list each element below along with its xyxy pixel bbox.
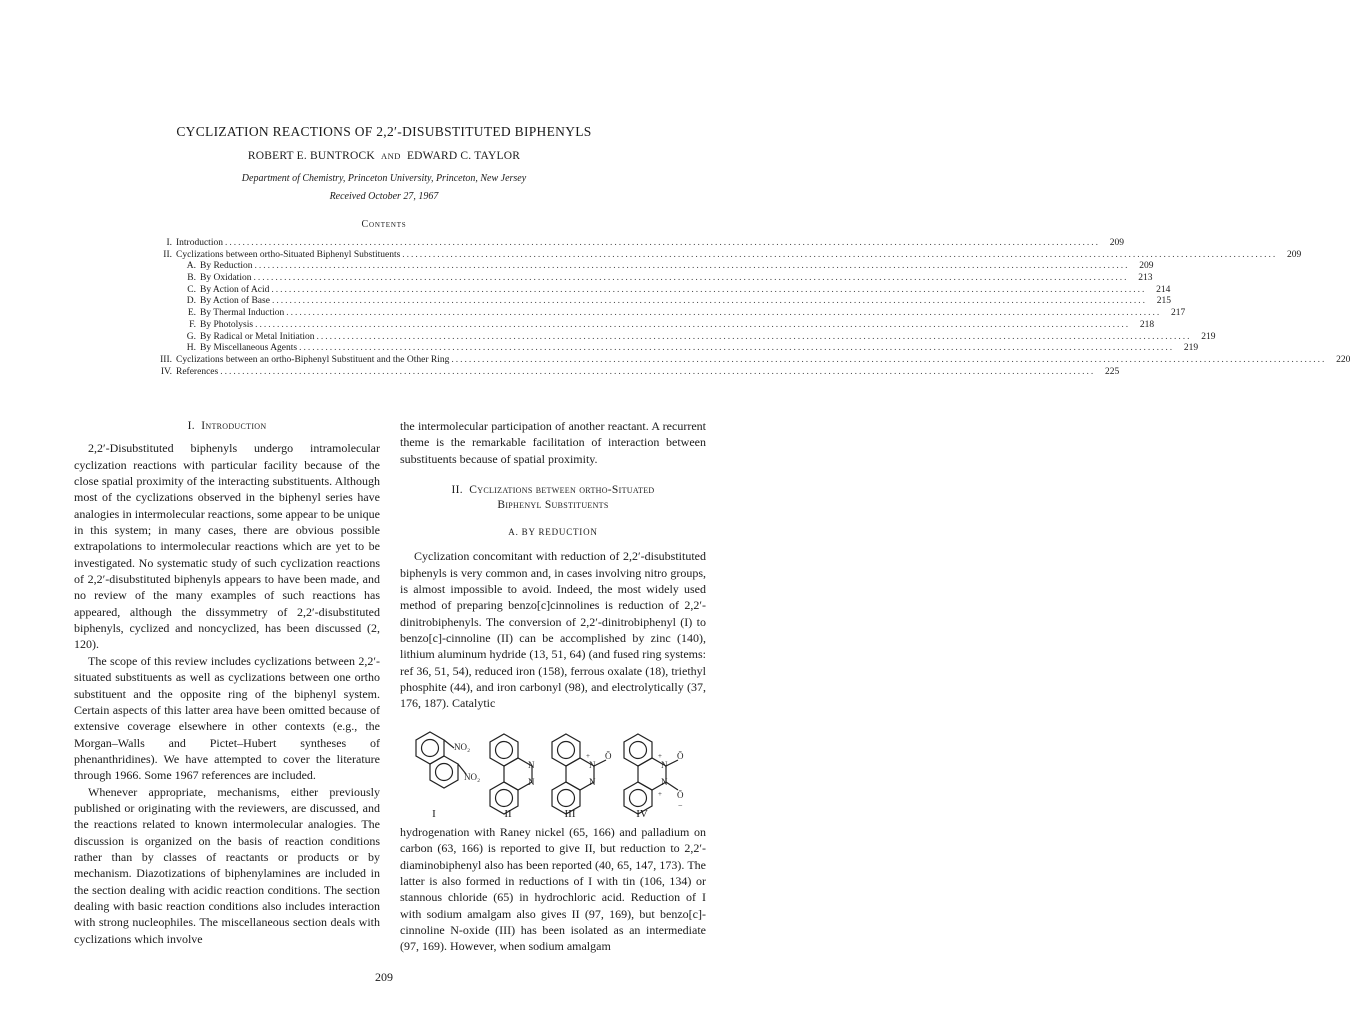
toc-number: H. bbox=[186, 343, 196, 354]
subsection-a-heading: A. BY REDUCTION bbox=[508, 527, 598, 538]
toc-page: 215 bbox=[1156, 296, 1171, 307]
toc-page: 218 bbox=[1139, 319, 1155, 330]
toc-label: By Action of Acid bbox=[200, 284, 270, 295]
toc-page: 213 bbox=[1138, 273, 1153, 284]
toc-leader-dots: ........................................................................................................................................................................................................ bbox=[253, 273, 1129, 284]
toc-label: By Action of Base bbox=[200, 296, 270, 307]
intro-paragraph-3: Whenever appropriate, mechanisms, either previously published or originating with the reviewers, are discussed, and the reactions related to known intermolecular analogies. The discussion is organized on the basis of reaction conditions rather than by classes of reactants or products or by mechanism. Diazotizations of biphenylamines are included in the section dealing with acidic reaction conditions. The section dealing with basic reaction conditions also includes interaction with strong nucleophiles. The miscellaneous section deals with cyclizations which involve bbox=[74, 784, 380, 946]
chemical-structures bbox=[400, 728, 706, 820]
toc-entry bbox=[140, 273, 1153, 285]
section-ii-heading: II. Cyclizations between ortho-Situated Biphenyl Substituents bbox=[451, 484, 655, 512]
structure-label-iv: IV bbox=[636, 808, 648, 820]
toc-leader-dots: ........................................................................................................................................................................................................ bbox=[451, 354, 1327, 365]
toc-entry bbox=[140, 261, 1154, 273]
toc-entry bbox=[140, 249, 1302, 262]
toc-label: By Miscellaneous Agents bbox=[200, 343, 298, 354]
label-minus-iv: − bbox=[678, 801, 683, 810]
toc-page: 225 bbox=[1104, 366, 1120, 377]
toc-label: Cyclizations between ortho-Situated Biphenyl Substituents bbox=[176, 249, 401, 260]
toc-number: F. bbox=[189, 319, 196, 330]
toc-number: E. bbox=[187, 308, 196, 319]
toc-number: III. bbox=[160, 354, 172, 365]
label-n-iv-2: N bbox=[661, 777, 668, 787]
right-column-top bbox=[400, 418, 706, 712]
intro-paragraph-2: The scope of this review includes cyclizations between 2,2′-situated substituents as well as cyclizations between one ortho substituent and the opposite ring of the biphenyl system. Certain aspects of this latter area have been omitted because of extensive coverage elsewhere in other contexts (e.g., the Morgan–Walls and Pictet–Hubert syntheses of phenanthridines). We have attempted to cover the literature through 1966. Some 1967 references are included. bbox=[74, 653, 380, 783]
toc-entry bbox=[140, 284, 1171, 297]
label-n-iv-1: N bbox=[661, 760, 668, 770]
toc-number: II. bbox=[163, 249, 172, 260]
intro-heading: I. Introduction bbox=[187, 420, 267, 432]
toc-page: 219 bbox=[1183, 343, 1199, 354]
right-column-bottom bbox=[400, 824, 706, 955]
label-n-iii-1: N bbox=[589, 760, 596, 770]
toc-label: By Photolysis bbox=[200, 319, 254, 330]
toc-label: By Thermal Induction bbox=[200, 308, 285, 319]
toc-number: B. bbox=[187, 273, 196, 284]
structure-label-i: I bbox=[432, 808, 436, 820]
toc-label: Cyclizations between an ortho-Biphenyl Substituent and the Other Ring bbox=[176, 354, 450, 365]
label-n-ii-1: N bbox=[528, 760, 535, 770]
structure-labels bbox=[400, 808, 706, 822]
label-plus-iv-1: + bbox=[658, 752, 662, 760]
toc-leader-dots: ........................................................................................................................................................................................................ bbox=[316, 331, 1192, 342]
toc-label: By Oxidation bbox=[200, 273, 252, 284]
structure-i-dinitrobiphenyl bbox=[416, 732, 466, 788]
department: Department of Chemistry, Princeton University, Princeton, New Jersey bbox=[241, 173, 527, 184]
toc-number: I. bbox=[166, 238, 172, 248]
label-o-iv-2: Ō bbox=[677, 790, 684, 800]
label-plus-iii: + bbox=[586, 752, 590, 760]
reduction-paragraph-2: hydrogenation with Raney nickel (65, 166) and palladium on carbon (63, 166) is reported to give II, but reduction to 2,2′-diaminobiphenyl also has been reported (40, 65, 147, 173). The latter is also formed in reductions of I with tin (106, 134) or stannous chloride (65) in hydrochloric acid. Reduction of I with sodium amalgam also gives II (97, 169), but benzo[c]-cinnoline N-oxide (III) has been isolated as an intermediate (97, 169). However, when sodium amalgam bbox=[400, 825, 706, 954]
toc-entry bbox=[140, 343, 1199, 355]
structure-label-ii: II bbox=[504, 808, 512, 820]
author-and: AND bbox=[380, 151, 401, 161]
toc-label: References bbox=[176, 366, 219, 377]
toc-label: By Radical or Metal Initiation bbox=[200, 331, 315, 342]
toc-entry bbox=[140, 366, 1120, 379]
toc-entry bbox=[140, 238, 1124, 250]
toc-leader-dots: ........................................................................................................................................................................................................ bbox=[402, 249, 1278, 260]
toc-page: 209 bbox=[1139, 261, 1154, 272]
author-2: EDWARD C. TAYLOR bbox=[406, 150, 521, 162]
contents-heading: Contents bbox=[361, 219, 407, 230]
toc-entry bbox=[140, 354, 1350, 367]
label-n-iii-2: N bbox=[589, 777, 596, 787]
left-column bbox=[74, 418, 380, 947]
toc-label: By Reduction bbox=[200, 261, 253, 272]
toc-page: 209 bbox=[1109, 238, 1124, 248]
toc-leader-dots: ........................................................................................................................................................................................................ bbox=[224, 238, 1100, 248]
label-no2-2: NO₂ bbox=[464, 772, 481, 782]
author-1: ROBERT E. BUNTROCK bbox=[247, 150, 375, 162]
toc-number: A. bbox=[186, 261, 196, 272]
toc-label: Introduction bbox=[176, 238, 223, 248]
received-date: Received October 27, 1967 bbox=[329, 191, 439, 202]
page-number: 209 bbox=[375, 970, 393, 984]
table-of-contents bbox=[140, 238, 1350, 378]
label-no2-1: NO₂ bbox=[454, 742, 471, 752]
toc-leader-dots: ........................................................................................................................................................................................................ bbox=[299, 343, 1175, 354]
toc-entry bbox=[140, 319, 1155, 332]
toc-entry bbox=[140, 296, 1171, 308]
structure-label-iii: III bbox=[564, 808, 576, 820]
toc-number: IV. bbox=[160, 366, 172, 377]
toc-page: 209 bbox=[1287, 249, 1302, 260]
label-n-ii-2: N bbox=[528, 777, 535, 787]
toc-leader-dots: ........................................................................................................................................................................................................ bbox=[220, 366, 1096, 377]
label-o-iii: Ō bbox=[605, 751, 612, 761]
intro-paragraph-1: 2,2′-Disubstituted biphenyls undergo intramolecular cyclization reactions with particular facility because of the close spatial proximity of the interacting substituents. Although most of the cyclizations observed in the biphenyl series have analogies in intermolecular reactions, some appear to be unique in this system; in many cases, there are obvious possible extrapolations to intermolecular reactions which are yet to be investigated. No systematic study of such cyclization reactions of 2,2′-disubstituted biphenyls appears to have been made, and no review of the many examples of such reactions has appeared, although the dissymmetry of 2,2′-disubstituted biphenyls, cyclized and noncyclized, has been discussed (2, 120). bbox=[74, 441, 380, 652]
toc-number: C. bbox=[187, 284, 196, 295]
toc-leader-dots: ........................................................................................................................................................................................................ bbox=[271, 284, 1147, 295]
structure-iii-n-oxide bbox=[552, 734, 606, 814]
toc-number: G. bbox=[186, 331, 196, 342]
authors bbox=[0, 150, 768, 162]
toc-number: D. bbox=[186, 296, 196, 307]
article-title: CYCLIZATION REACTIONS OF 2,2′-DISUBSTITUTED BIPHENYLS bbox=[176, 124, 592, 139]
toc-leader-dots: ........................................................................................................................................................................................................ bbox=[271, 296, 1147, 307]
toc-page: 214 bbox=[1156, 284, 1171, 295]
toc-entry bbox=[140, 308, 1186, 320]
toc-page: 217 bbox=[1171, 308, 1186, 319]
toc-leader-dots: ........................................................................................................................................................................................................ bbox=[254, 261, 1130, 272]
intro-paragraph-continued: the intermolecular participation of another reactant. A recurrent theme is the remarkable facilitation of interaction between substituents because of spatial proximity. bbox=[400, 419, 706, 466]
toc-page: 219 bbox=[1201, 331, 1216, 342]
structure-iv-di-n-oxide bbox=[624, 734, 678, 814]
toc-page: 220 bbox=[1336, 354, 1350, 365]
structure-ii-benzocinnoline bbox=[490, 734, 532, 814]
label-plus-iv-2: + bbox=[658, 790, 662, 798]
toc-entry bbox=[140, 331, 1216, 344]
toc-leader-dots: ........................................................................................................................................................................................................ bbox=[255, 319, 1131, 330]
label-o-iv-1: Ō bbox=[677, 751, 684, 761]
reduction-paragraph-1: Cyclization concomitant with reduction of 2,2′-disubstituted biphenyls is very common and, in cases involving nitro groups, is almost impossible to avoid. Indeed, the most widely used method of preparing benzo[c]cinnolines is reduction of 2,2′-dinitrobiphenyls. The conversion of 2,2′-dinitrobiphenyl (I) to benzo[c]-cinnoline (II) can be accomplished by zinc (140), lithium aluminum hydride (13, 51, 64) (and fused ring systems: ref 36, 51, 54), reduced iron (158), ferrous oxalate (18), triethyl phosphite (44), and iron carbonyl (98), and electrolytically (37, 176, 187). Catalytic bbox=[400, 549, 706, 711]
toc-leader-dots: ........................................................................................................................................................................................................ bbox=[286, 308, 1162, 319]
